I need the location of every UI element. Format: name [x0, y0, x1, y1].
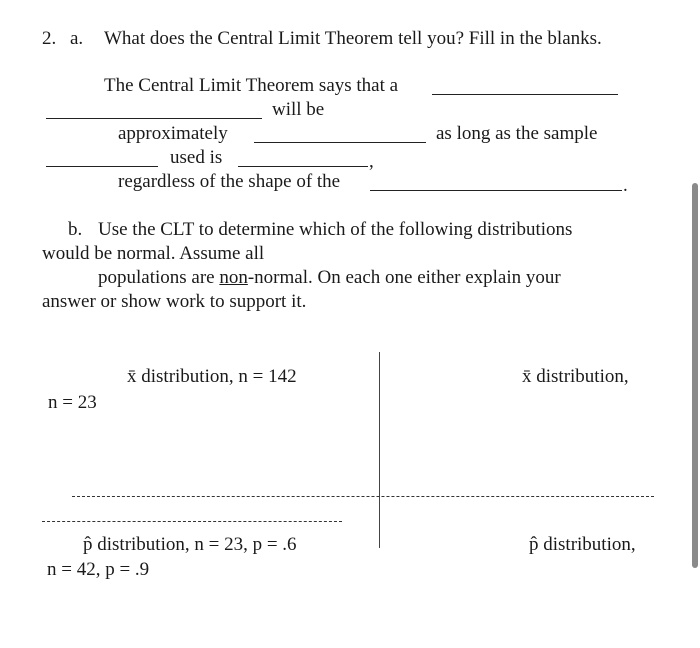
blank-2[interactable]: [46, 118, 262, 119]
cell-top-left: x̄ distribution, n = 142: [127, 366, 297, 387]
blank-5[interactable]: [238, 166, 368, 167]
fill-in-line-3-right: as long as the sample: [436, 123, 598, 144]
part-b-line-4: answer or show work to support it.: [42, 291, 307, 312]
part-b-line-3: populations are non-normal. On each one either explain your: [98, 267, 561, 288]
cell-bottom-right: p̂ distribution,: [529, 534, 636, 555]
vertical-scrollbar[interactable]: [692, 183, 698, 568]
non-underlined: non: [219, 267, 248, 288]
blank-4[interactable]: [46, 166, 158, 167]
grid-horizontal-divider: [72, 496, 654, 497]
part-a-prompt: What does the Central Limit Theorem tell you? Fill in the blanks.: [104, 28, 602, 49]
blank-6[interactable]: [370, 190, 622, 191]
part-b-line-2: would be normal. Assume all: [42, 243, 265, 264]
blank-6-period: .: [623, 175, 628, 196]
fill-in-line-5: regardless of the shape of the: [118, 171, 341, 192]
grid-horizontal-divider-2: [42, 521, 342, 522]
cell-top-right-continued: n = 23: [48, 392, 97, 413]
fill-in-line-4: used is: [170, 147, 223, 168]
cell-bottom-left-continued: n = 42, p = .9: [47, 559, 150, 580]
fill-in-line-2: will be: [272, 99, 325, 120]
part-b-letter: b.: [68, 219, 83, 240]
grid-vertical-divider: [379, 352, 380, 548]
blank-5-comma: ,: [369, 151, 374, 172]
blank-3[interactable]: [254, 142, 426, 143]
cell-top-right: x̄ distribution,: [522, 366, 629, 387]
part-b-line-1: Use the CLT to determine which of the following distributions: [98, 219, 573, 240]
fill-in-line-3-left: approximately: [118, 123, 228, 144]
blank-1[interactable]: [432, 94, 618, 95]
question-number: 2.: [42, 28, 57, 49]
fill-in-line-1: The Central Limit Theorem says that a: [104, 75, 399, 96]
cell-bottom-left: p̂ distribution, n = 23, p = .6: [83, 534, 297, 555]
part-a-letter: a.: [70, 28, 84, 49]
